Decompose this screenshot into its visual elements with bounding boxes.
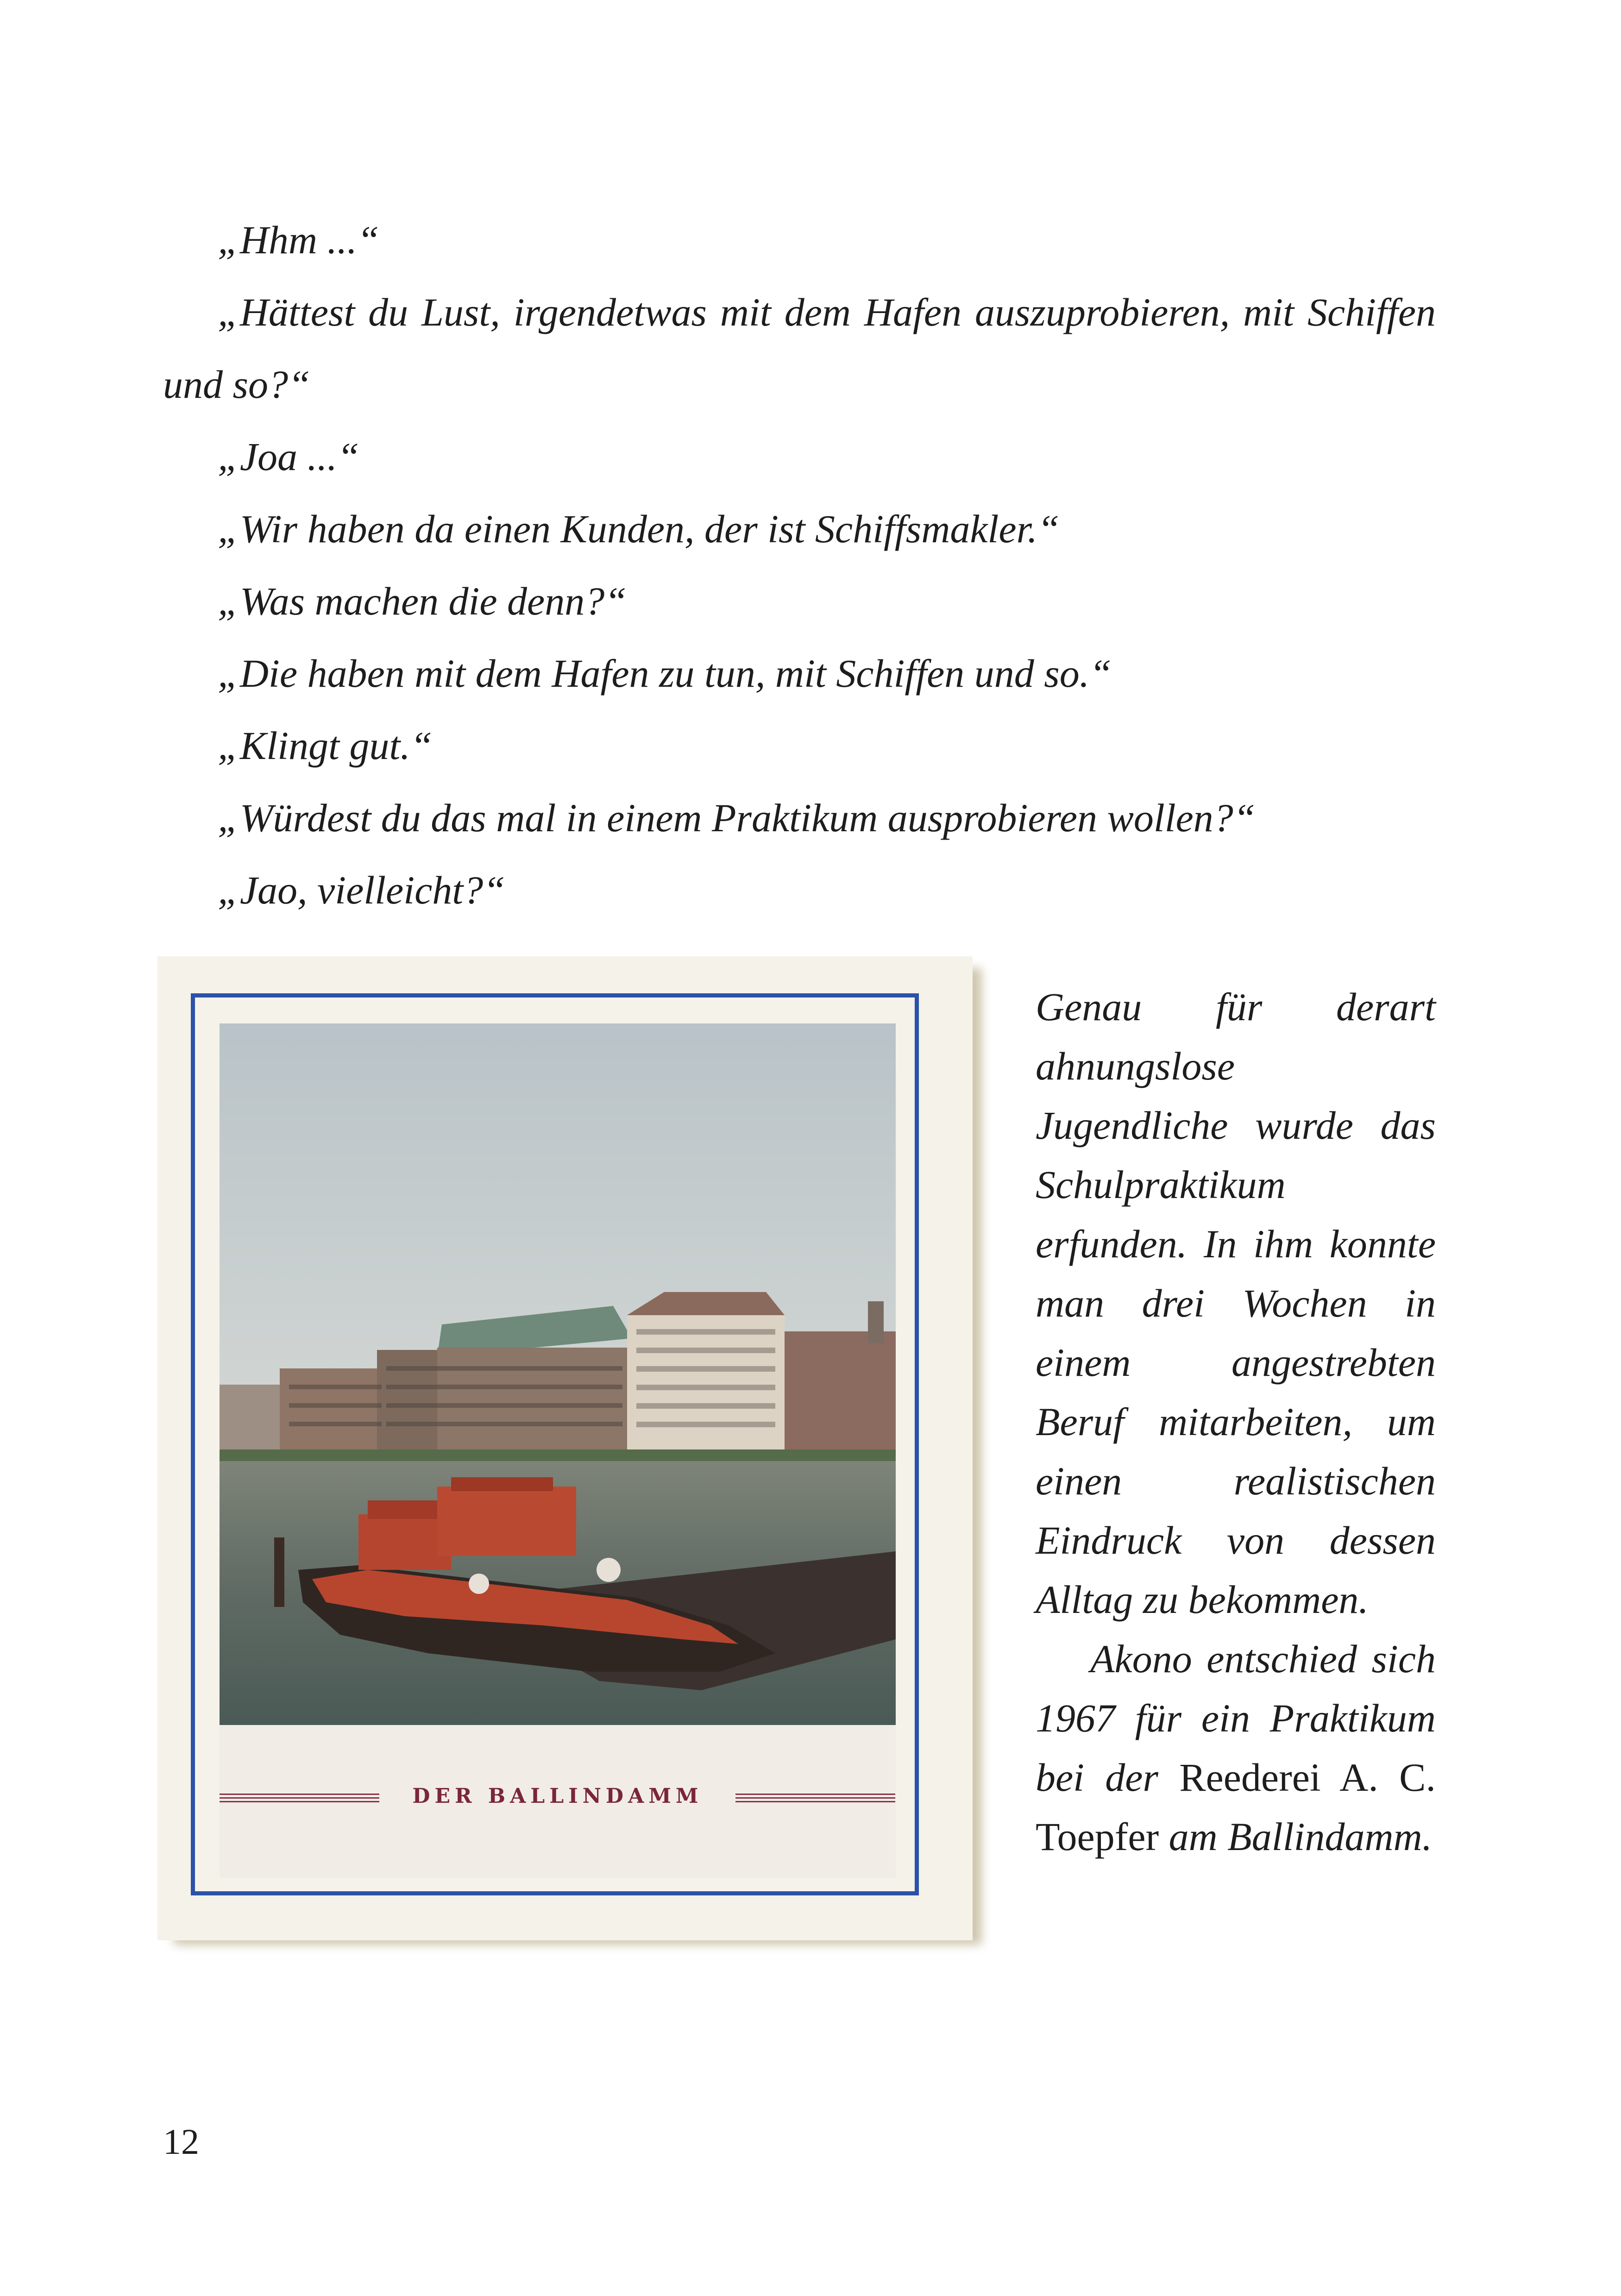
dialogue-line: „Was machen die denn?“ <box>218 579 627 623</box>
postcard-figure <box>157 956 973 1940</box>
dialogue-line: „Hättest du Lust, irgendetwas mit dem Hafen auszuprobieren, mit Schiffen und so?“ <box>163 290 1436 407</box>
side-text <box>1036 977 1436 1866</box>
side-paragraph-2-mid: am <box>1169 1814 1218 1859</box>
figure-frame <box>191 993 919 1895</box>
dialogue-block <box>163 204 1436 926</box>
dialogue-line: „Die haben mit dem Hafen zu tun, mit Schiffen und so.“ <box>218 651 1112 696</box>
side-paragraph-1: Genau für derart ahnungslose Jugendliche wurde das Schulpraktikum erfunden. In ihm konnte man drei Wochen in einem angestrebten Beruf mitarbeiten, um einen realistischen Eindruck von dessen Alltag zu bekommen. <box>1036 985 1436 1622</box>
dialogue-line: „Wir haben da einen Kunden, der ist Schiffsmakler.“ <box>218 507 1060 551</box>
company-name: Reederei A. C. Toepfer <box>1036 1755 1436 1859</box>
dialogue-line: „Hhm ...“ <box>218 218 379 262</box>
dialogue-line: „Klingt gut.“ <box>218 723 433 768</box>
page-number: 12 <box>163 2121 199 2162</box>
side-paragraph-2-end: Ballindamm. <box>1227 1814 1433 1859</box>
side-paragraph-2 <box>1036 1629 1436 1866</box>
dialogue-line: „Würdest du das mal in einem Praktikum ausprobieren wollen?“ <box>218 796 1256 840</box>
dialogue-line: „Joa ...“ <box>218 434 359 479</box>
dialogue-line: „Jao, vielleicht?“ <box>218 868 505 912</box>
side-paragraph-2-start: Akono entschied sich 1967 für ein Praktikum bei der <box>1036 1637 1436 1800</box>
figure-caption: DER BALLINDAMM <box>412 1784 703 1808</box>
